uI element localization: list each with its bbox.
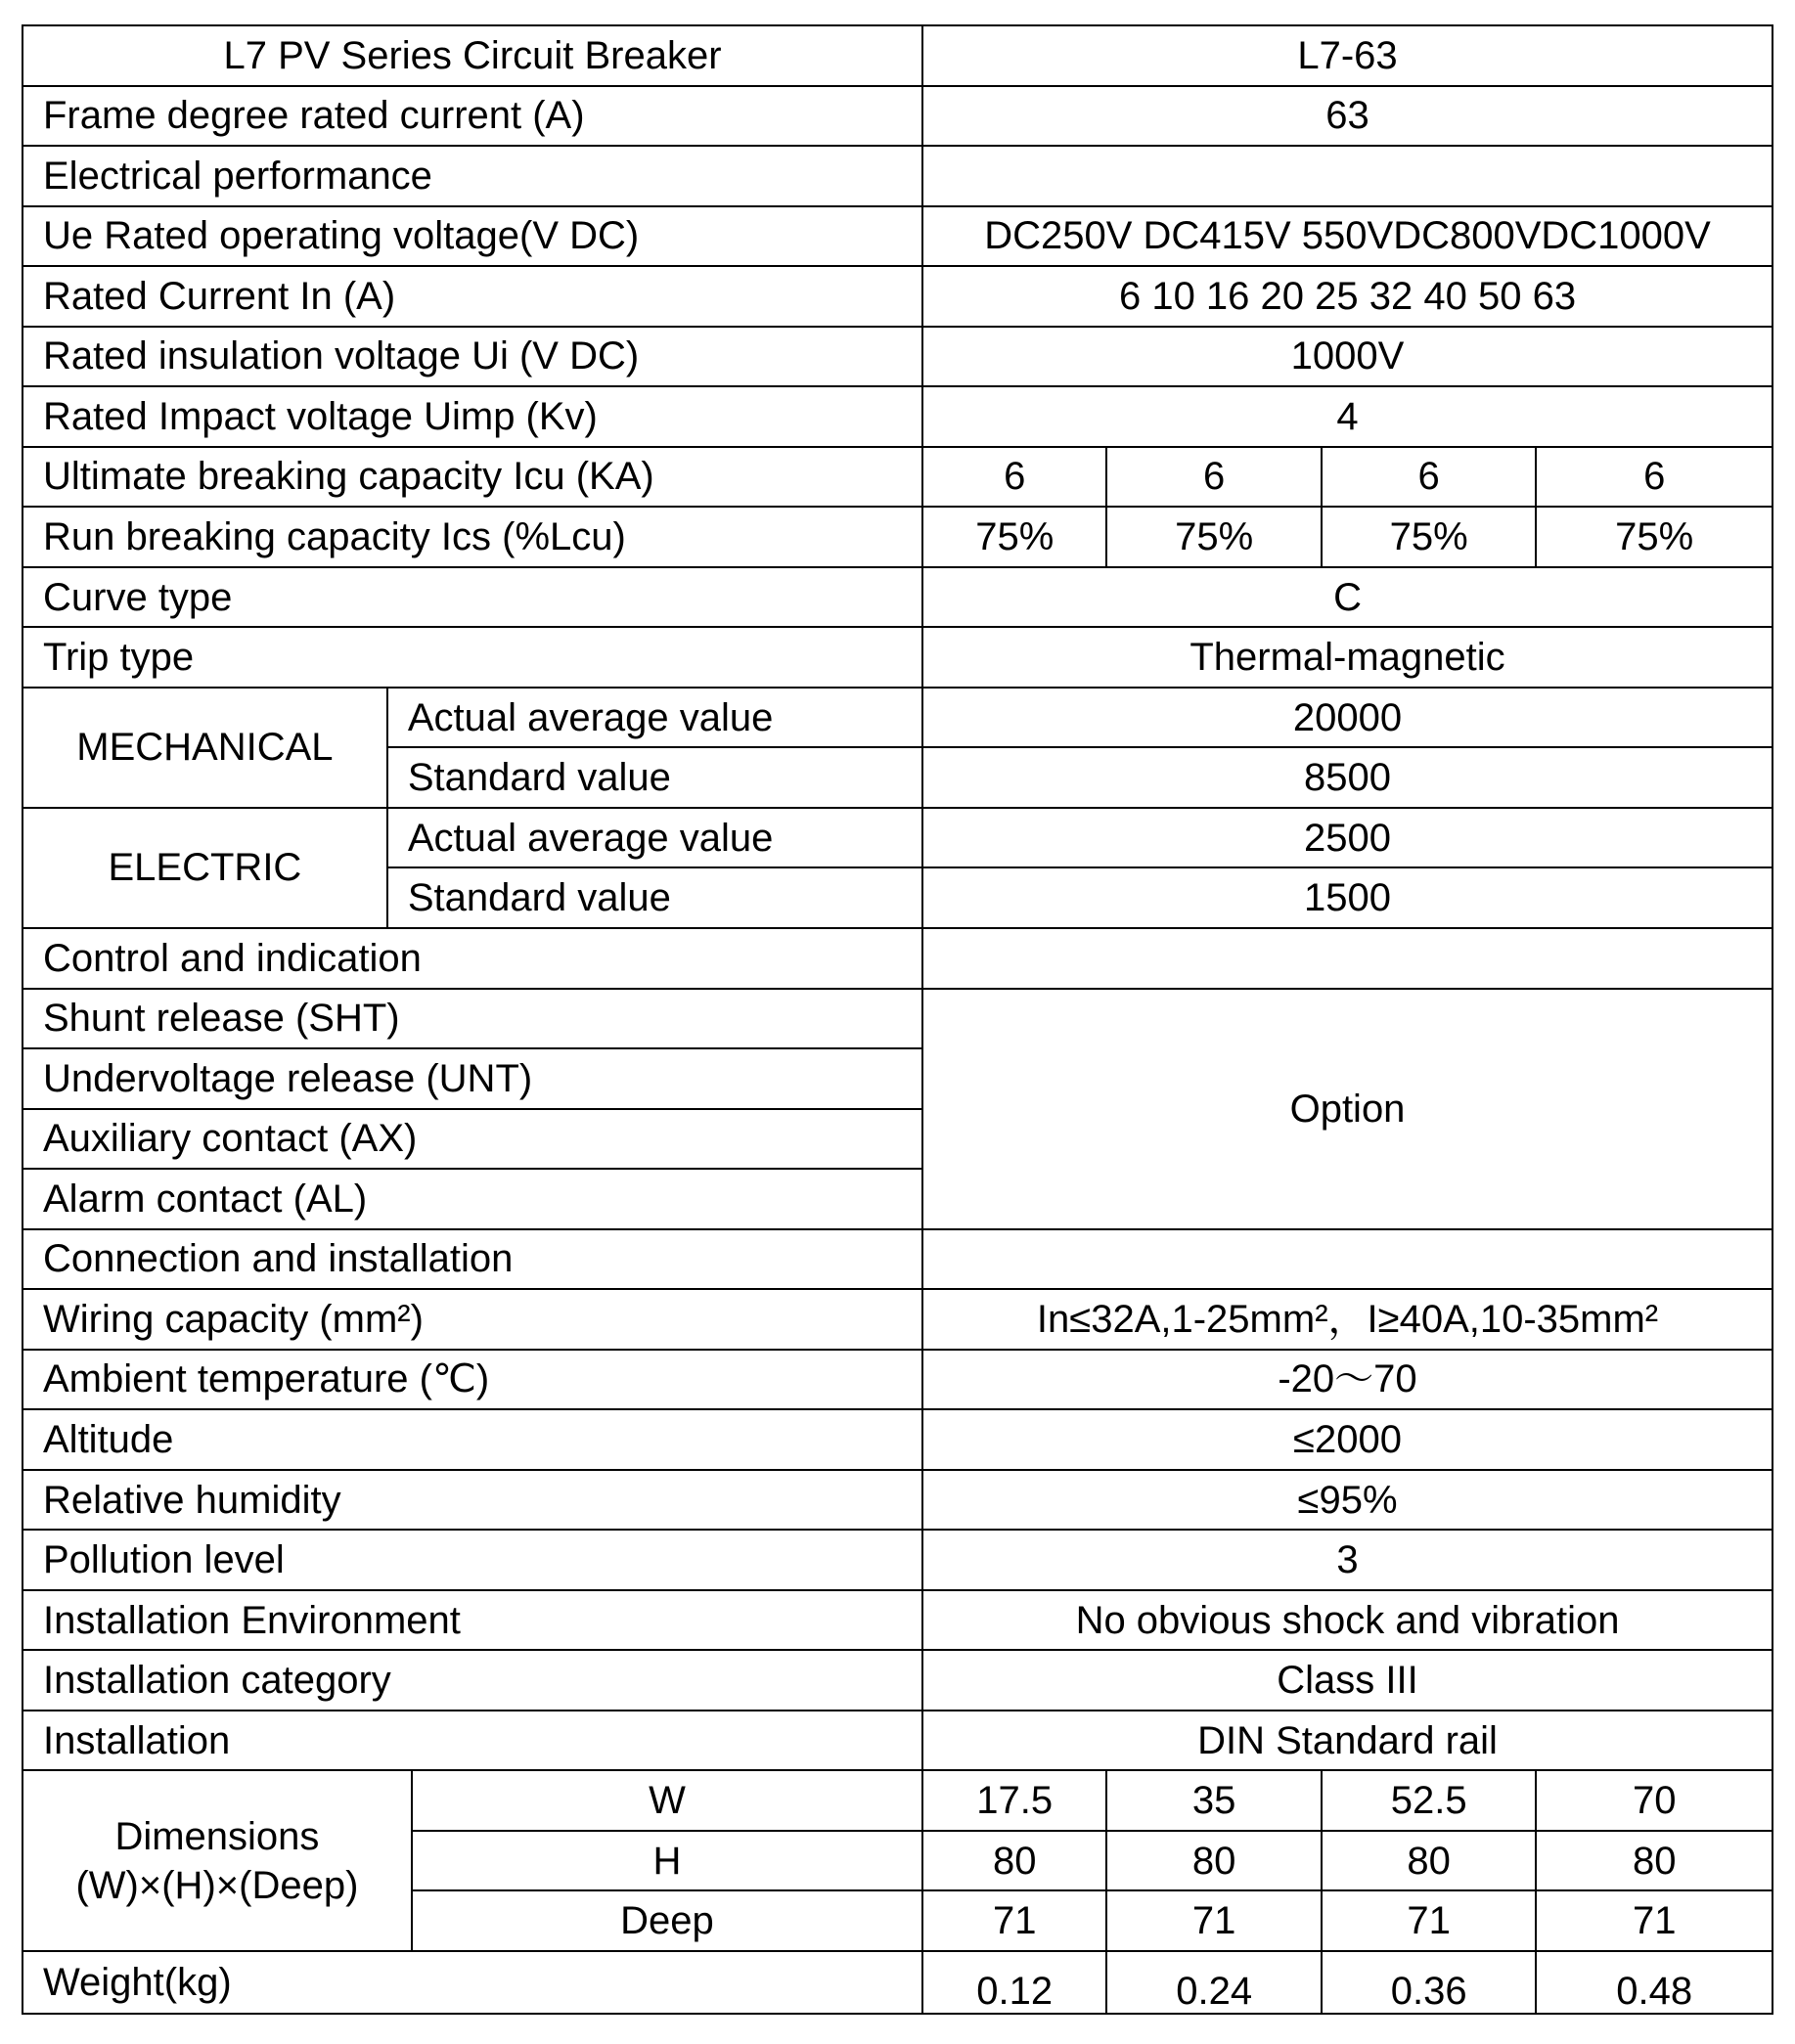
- ambient-row: [22, 1350, 1773, 1410]
- weight-value: 0.36: [1322, 1951, 1536, 2014]
- mechanical-actual-row: [22, 688, 1773, 748]
- dimension-deep-value: 71: [1106, 1890, 1321, 1951]
- ambient-label: Ambient temperature (℃): [22, 1350, 922, 1410]
- mechanical-actual-label: Actual average value: [387, 688, 922, 748]
- icu-value: 6: [922, 447, 1106, 508]
- header-row: [22, 25, 1773, 86]
- insulation-label: Rated insulation voltage Ui (V DC): [22, 327, 922, 387]
- ics-label: Run breaking capacity Ics (%Lcu): [22, 507, 922, 567]
- wiring-value: In≤32A,1-25mm²，I≥40A,10-35mm²: [922, 1289, 1773, 1350]
- dimension-deep-value: 71: [1322, 1890, 1536, 1951]
- dimension-h-label: H: [412, 1831, 922, 1891]
- dimension-w-row: [22, 1770, 1773, 1831]
- category-label: Installation category: [22, 1650, 922, 1711]
- ambient-value: -20～70: [922, 1350, 1773, 1410]
- accessory-label: Alarm contact (AL): [22, 1169, 922, 1229]
- rated-current-value: 6 10 16 20 25 32 40 50 63: [922, 266, 1773, 327]
- dimension-w-value: 17.5: [922, 1770, 1106, 1831]
- environment-label: Installation Environment: [22, 1590, 922, 1651]
- dimension-h-value: 80: [1106, 1831, 1321, 1891]
- electric-actual-row: [22, 808, 1773, 868]
- humidity-row: [22, 1470, 1773, 1531]
- header-model: L7-63: [922, 25, 1773, 86]
- category-value: Class III: [922, 1650, 1773, 1711]
- altitude-row: [22, 1409, 1773, 1470]
- installation-label: Installation: [22, 1711, 922, 1771]
- accessory-row: [22, 989, 1773, 1049]
- curve-value: C: [922, 567, 1773, 628]
- icu-label: Ultimate breaking capacity Icu (KA): [22, 447, 922, 508]
- accessory-label: Auxiliary contact (AX): [22, 1109, 922, 1170]
- electric-actual-value: 2500: [922, 808, 1773, 868]
- accessory-label: Shunt release (SHT): [22, 989, 922, 1049]
- ics-value: 75%: [1322, 507, 1536, 567]
- dimension-w-value: 52.5: [1322, 1770, 1536, 1831]
- icu-value: 6: [1536, 447, 1773, 508]
- trip-value: Thermal-magnetic: [922, 627, 1773, 688]
- control-section-value: [922, 928, 1773, 989]
- electrical-section-value: [922, 146, 1773, 206]
- mechanical-standard-label: Standard value: [387, 747, 922, 808]
- ue-value: DC250V DC415V 550VDC800VDC1000V: [922, 206, 1773, 267]
- trip-label: Trip type: [22, 627, 922, 688]
- dimensions-label: Dimensions (W)×(H)×(Deep): [22, 1770, 412, 1951]
- control-section-label: Control and indication: [22, 928, 922, 989]
- dimension-deep-value: 71: [1536, 1890, 1773, 1951]
- installation-row: [22, 1711, 1773, 1771]
- rated-current-row: [22, 266, 1773, 327]
- trip-row: [22, 627, 1773, 688]
- pollution-value: 3: [922, 1530, 1773, 1590]
- dimension-h-value: 80: [1322, 1831, 1536, 1891]
- installation-value: DIN Standard rail: [922, 1711, 1773, 1771]
- ue-row: [22, 206, 1773, 267]
- accessory-option-value: Option: [922, 989, 1773, 1229]
- weight-value: 0.24: [1106, 1951, 1321, 2014]
- electric-standard-value: 1500: [922, 867, 1773, 928]
- weight-row: [22, 1951, 1773, 2014]
- pollution-row: [22, 1530, 1773, 1590]
- ics-row: [22, 507, 1773, 567]
- mechanical-actual-value: 20000: [922, 688, 1773, 748]
- accessory-label: Undervoltage release (UNT): [22, 1048, 922, 1109]
- dimension-h-value: 80: [922, 1831, 1106, 1891]
- curve-row: [22, 567, 1773, 628]
- connection-section-row: [22, 1229, 1773, 1290]
- wiring-row: [22, 1289, 1773, 1350]
- weight-label: Weight(kg): [22, 1951, 922, 2014]
- humidity-value: ≤95%: [922, 1470, 1773, 1531]
- wiring-label: Wiring capacity (mm²): [22, 1289, 922, 1350]
- impact-row: [22, 386, 1773, 447]
- rated-current-label: Rated Current In (A): [22, 266, 922, 327]
- dimension-w-value: 70: [1536, 1770, 1773, 1831]
- impact-label: Rated Impact voltage Uimp (Kv): [22, 386, 922, 447]
- header-label: L7 PV Series Circuit Breaker: [22, 25, 922, 86]
- insulation-value: 1000V: [922, 327, 1773, 387]
- impact-value: 4: [922, 386, 1773, 447]
- dimension-w-value: 35: [1106, 1770, 1321, 1831]
- connection-section-label: Connection and installation: [22, 1229, 922, 1290]
- ics-value: 75%: [922, 507, 1106, 567]
- electric-standard-label: Standard value: [387, 867, 922, 928]
- mechanical-standard-value: 8500: [922, 747, 1773, 808]
- category-row: [22, 1650, 1773, 1711]
- environment-row: [22, 1590, 1773, 1651]
- ue-label: Ue Rated operating voltage(V DC): [22, 206, 922, 267]
- environment-value: No obvious shock and vibration: [922, 1590, 1773, 1651]
- spec-table: [22, 24, 1773, 2015]
- dimension-w-label: W: [412, 1770, 922, 1831]
- ics-value: 75%: [1536, 507, 1773, 567]
- dimension-deep-value: 71: [922, 1890, 1106, 1951]
- altitude-value: ≤2000: [922, 1409, 1773, 1470]
- frame-current-label: Frame degree rated current (A): [22, 86, 922, 147]
- weight-value: 0.48: [1536, 1951, 1773, 2014]
- pollution-label: Pollution level: [22, 1530, 922, 1590]
- humidity-label: Relative humidity: [22, 1470, 922, 1531]
- dimension-deep-label: Deep: [412, 1890, 922, 1951]
- electrical-section-label: Electrical performance: [22, 146, 922, 206]
- frame-current-value: 63: [922, 86, 1773, 147]
- insulation-row: [22, 327, 1773, 387]
- icu-row: [22, 447, 1773, 508]
- electric-group-label: ELECTRIC: [22, 808, 387, 928]
- control-section-row: [22, 928, 1773, 989]
- electrical-section-row: [22, 146, 1773, 206]
- ics-value: 75%: [1106, 507, 1321, 567]
- electric-actual-label: Actual average value: [387, 808, 922, 868]
- altitude-label: Altitude: [22, 1409, 922, 1470]
- icu-value: 6: [1322, 447, 1536, 508]
- dimension-h-value: 80: [1536, 1831, 1773, 1891]
- frame-current-row: [22, 86, 1773, 147]
- weight-value: 0.12: [922, 1951, 1106, 2014]
- mechanical-group-label: MECHANICAL: [22, 688, 387, 808]
- icu-value: 6: [1106, 447, 1321, 508]
- connection-section-value: [922, 1229, 1773, 1290]
- curve-label: Curve type: [22, 567, 922, 628]
